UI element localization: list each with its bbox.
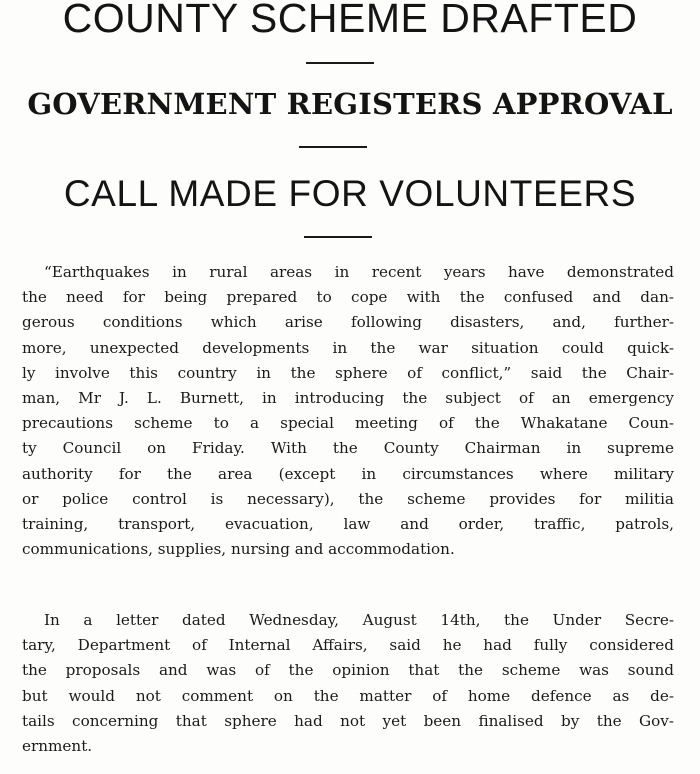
paragraph-line: ty Council on Friday. With the County Chairman in supreme <box>22 439 674 458</box>
paragraph-line: more, unexpected developments in the war situation could quick- <box>22 338 674 357</box>
paragraph-line: the need for being prepared to cope with the confused and dan- <box>22 288 674 307</box>
paragraph-line: training, transport, evacuation, law and order, traffic, patrols, <box>22 515 674 534</box>
headline-divider <box>306 62 374 64</box>
article-paragraph-2 <box>22 608 674 759</box>
paragraph-line: ernment. <box>22 737 93 756</box>
article-paragraph-1 <box>22 260 674 562</box>
paragraph-line: the proposals and was of the opinion that the scheme was sound <box>22 661 674 680</box>
paragraph-line: precautions scheme to a special meeting of the Whakatane Coun- <box>22 414 674 433</box>
headline-call-volunteers: CALL MADE FOR VOLUNTEERS <box>63 173 637 214</box>
paragraph-line: In a letter dated Wednesday, August 14th, the Under Secre- <box>44 611 674 629</box>
headline-divider <box>299 146 367 148</box>
headline-county-scheme: COUNTY SCHEME DRAFTED <box>62 0 638 41</box>
paragraph-line: authority for the area (except in circumstances where military <box>22 464 674 483</box>
paragraph-line: “Earthquakes in rural areas in recent years have demonstrated <box>44 263 674 281</box>
paragraph-line: but would not comment on the matter of home defence as de- <box>22 686 674 705</box>
paragraph-line: or police control is necessary), the scheme provides for militia <box>22 489 674 508</box>
headline-government-approval: GOVERNMENT REGISTERS APPROVAL <box>27 87 673 121</box>
paragraph-line: gerous conditions which arise following disasters, and, further- <box>22 313 674 332</box>
headline-divider <box>304 236 372 238</box>
paragraph-line: tary, Department of Internal Affairs, said he had fully considered <box>22 636 674 655</box>
paragraph-line: ly involve this country in the sphere of conflict,” said the Chair- <box>22 363 674 382</box>
paragraph-line: tails concerning that sphere had not yet been finalised by the Gov- <box>22 711 674 730</box>
paragraph-line: man, Mr J. L. Burnett, in introducing the subject of an emergency <box>22 389 674 408</box>
paragraph-line: communications, supplies, nursing and accommodation. <box>22 540 455 559</box>
